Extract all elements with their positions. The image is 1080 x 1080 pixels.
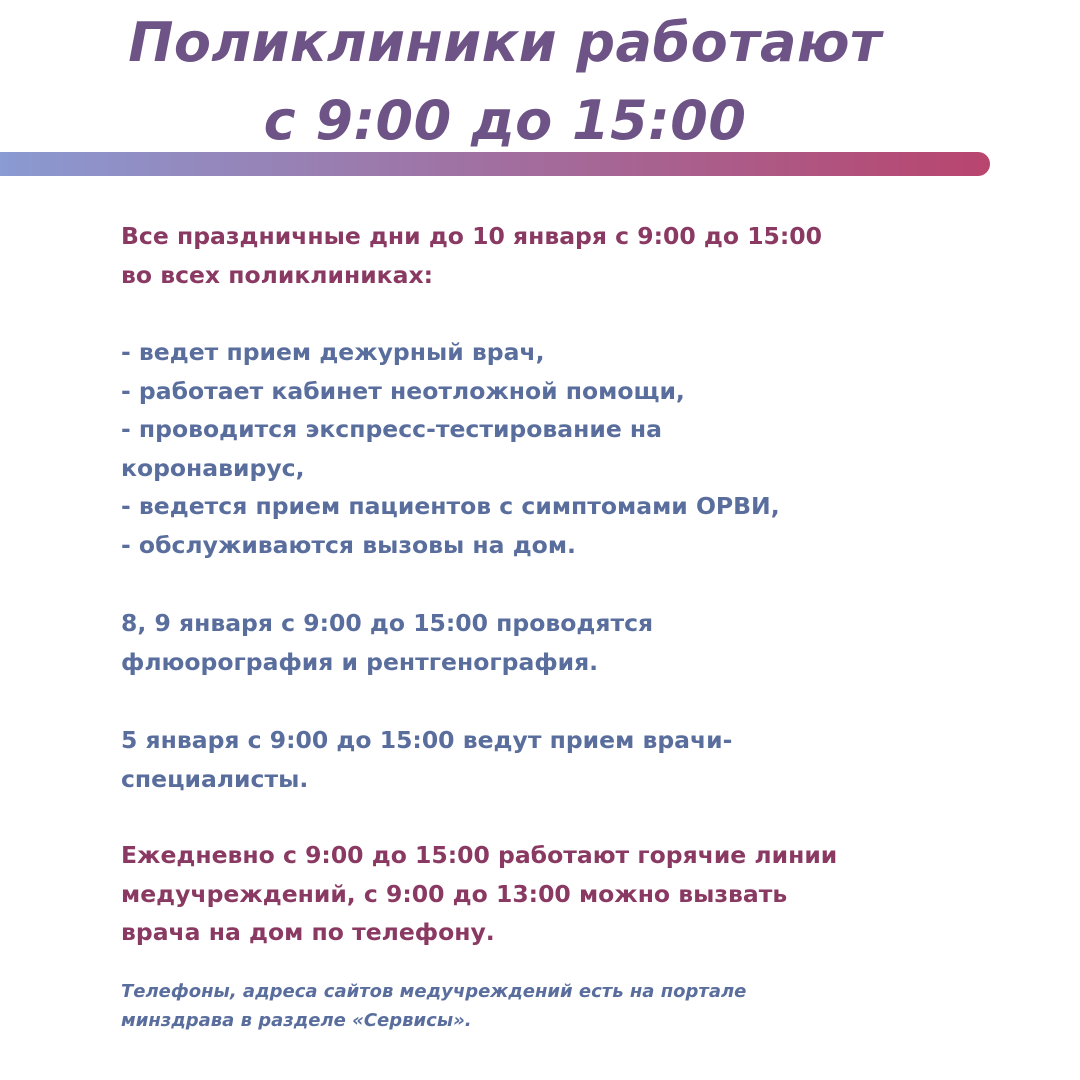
footnote-line: Телефоны, адреса сайтов медучреждений есть на портале xyxy=(121,981,747,1002)
services-list-item: - обслуживаются вызовы на дом. xyxy=(121,530,576,559)
xray-line: 8, 9 января с 9:00 до 15:00 проводятся xyxy=(121,609,654,637)
services-list xyxy=(121,333,981,564)
page-title-line-2: с 9:00 до 15:00 xyxy=(263,89,747,152)
intro-line: Все праздничные дни до 10 января с 9:00 до 15:00 xyxy=(121,222,823,250)
services-list-item: - работает кабинет неотложной помощи, xyxy=(121,376,685,405)
hotlines-line: медучреждений, с 9:00 до 13:00 можно вызвать xyxy=(121,879,788,908)
intro-line: во всех поликлиниках: xyxy=(121,260,434,289)
specialists-line: специалисты. xyxy=(121,764,309,793)
footnote-line: минздрава в разделе «Сервисы». xyxy=(121,1010,472,1031)
xray-line: флюорография и рентгенография. xyxy=(121,647,599,676)
services-list-item: - проводится экспресс-тестирование на xyxy=(121,415,663,443)
hotlines-line: врача на дом по телефону. xyxy=(121,918,495,946)
gradient-divider xyxy=(0,152,990,176)
specialists-line: 5 января с 9:00 до 15:00 ведут прием врачи- xyxy=(121,726,733,754)
page-title-line-1: Поликлиники работают xyxy=(128,11,882,74)
hotlines-paragraph xyxy=(121,836,981,952)
footnote xyxy=(121,977,981,1035)
intro-paragraph xyxy=(121,217,981,294)
services-list-item: - ведется прием пациентов с симптомами ОРВИ, xyxy=(121,492,780,520)
hotlines-line: Ежедневно с 9:00 до 15:00 работают горячие линии xyxy=(121,841,838,869)
xray-paragraph xyxy=(121,604,981,681)
specialists-paragraph xyxy=(121,721,981,798)
services-list-item: коронавирус, xyxy=(121,453,305,482)
services-list-item: - ведет прием дежурный врач, xyxy=(121,338,545,366)
